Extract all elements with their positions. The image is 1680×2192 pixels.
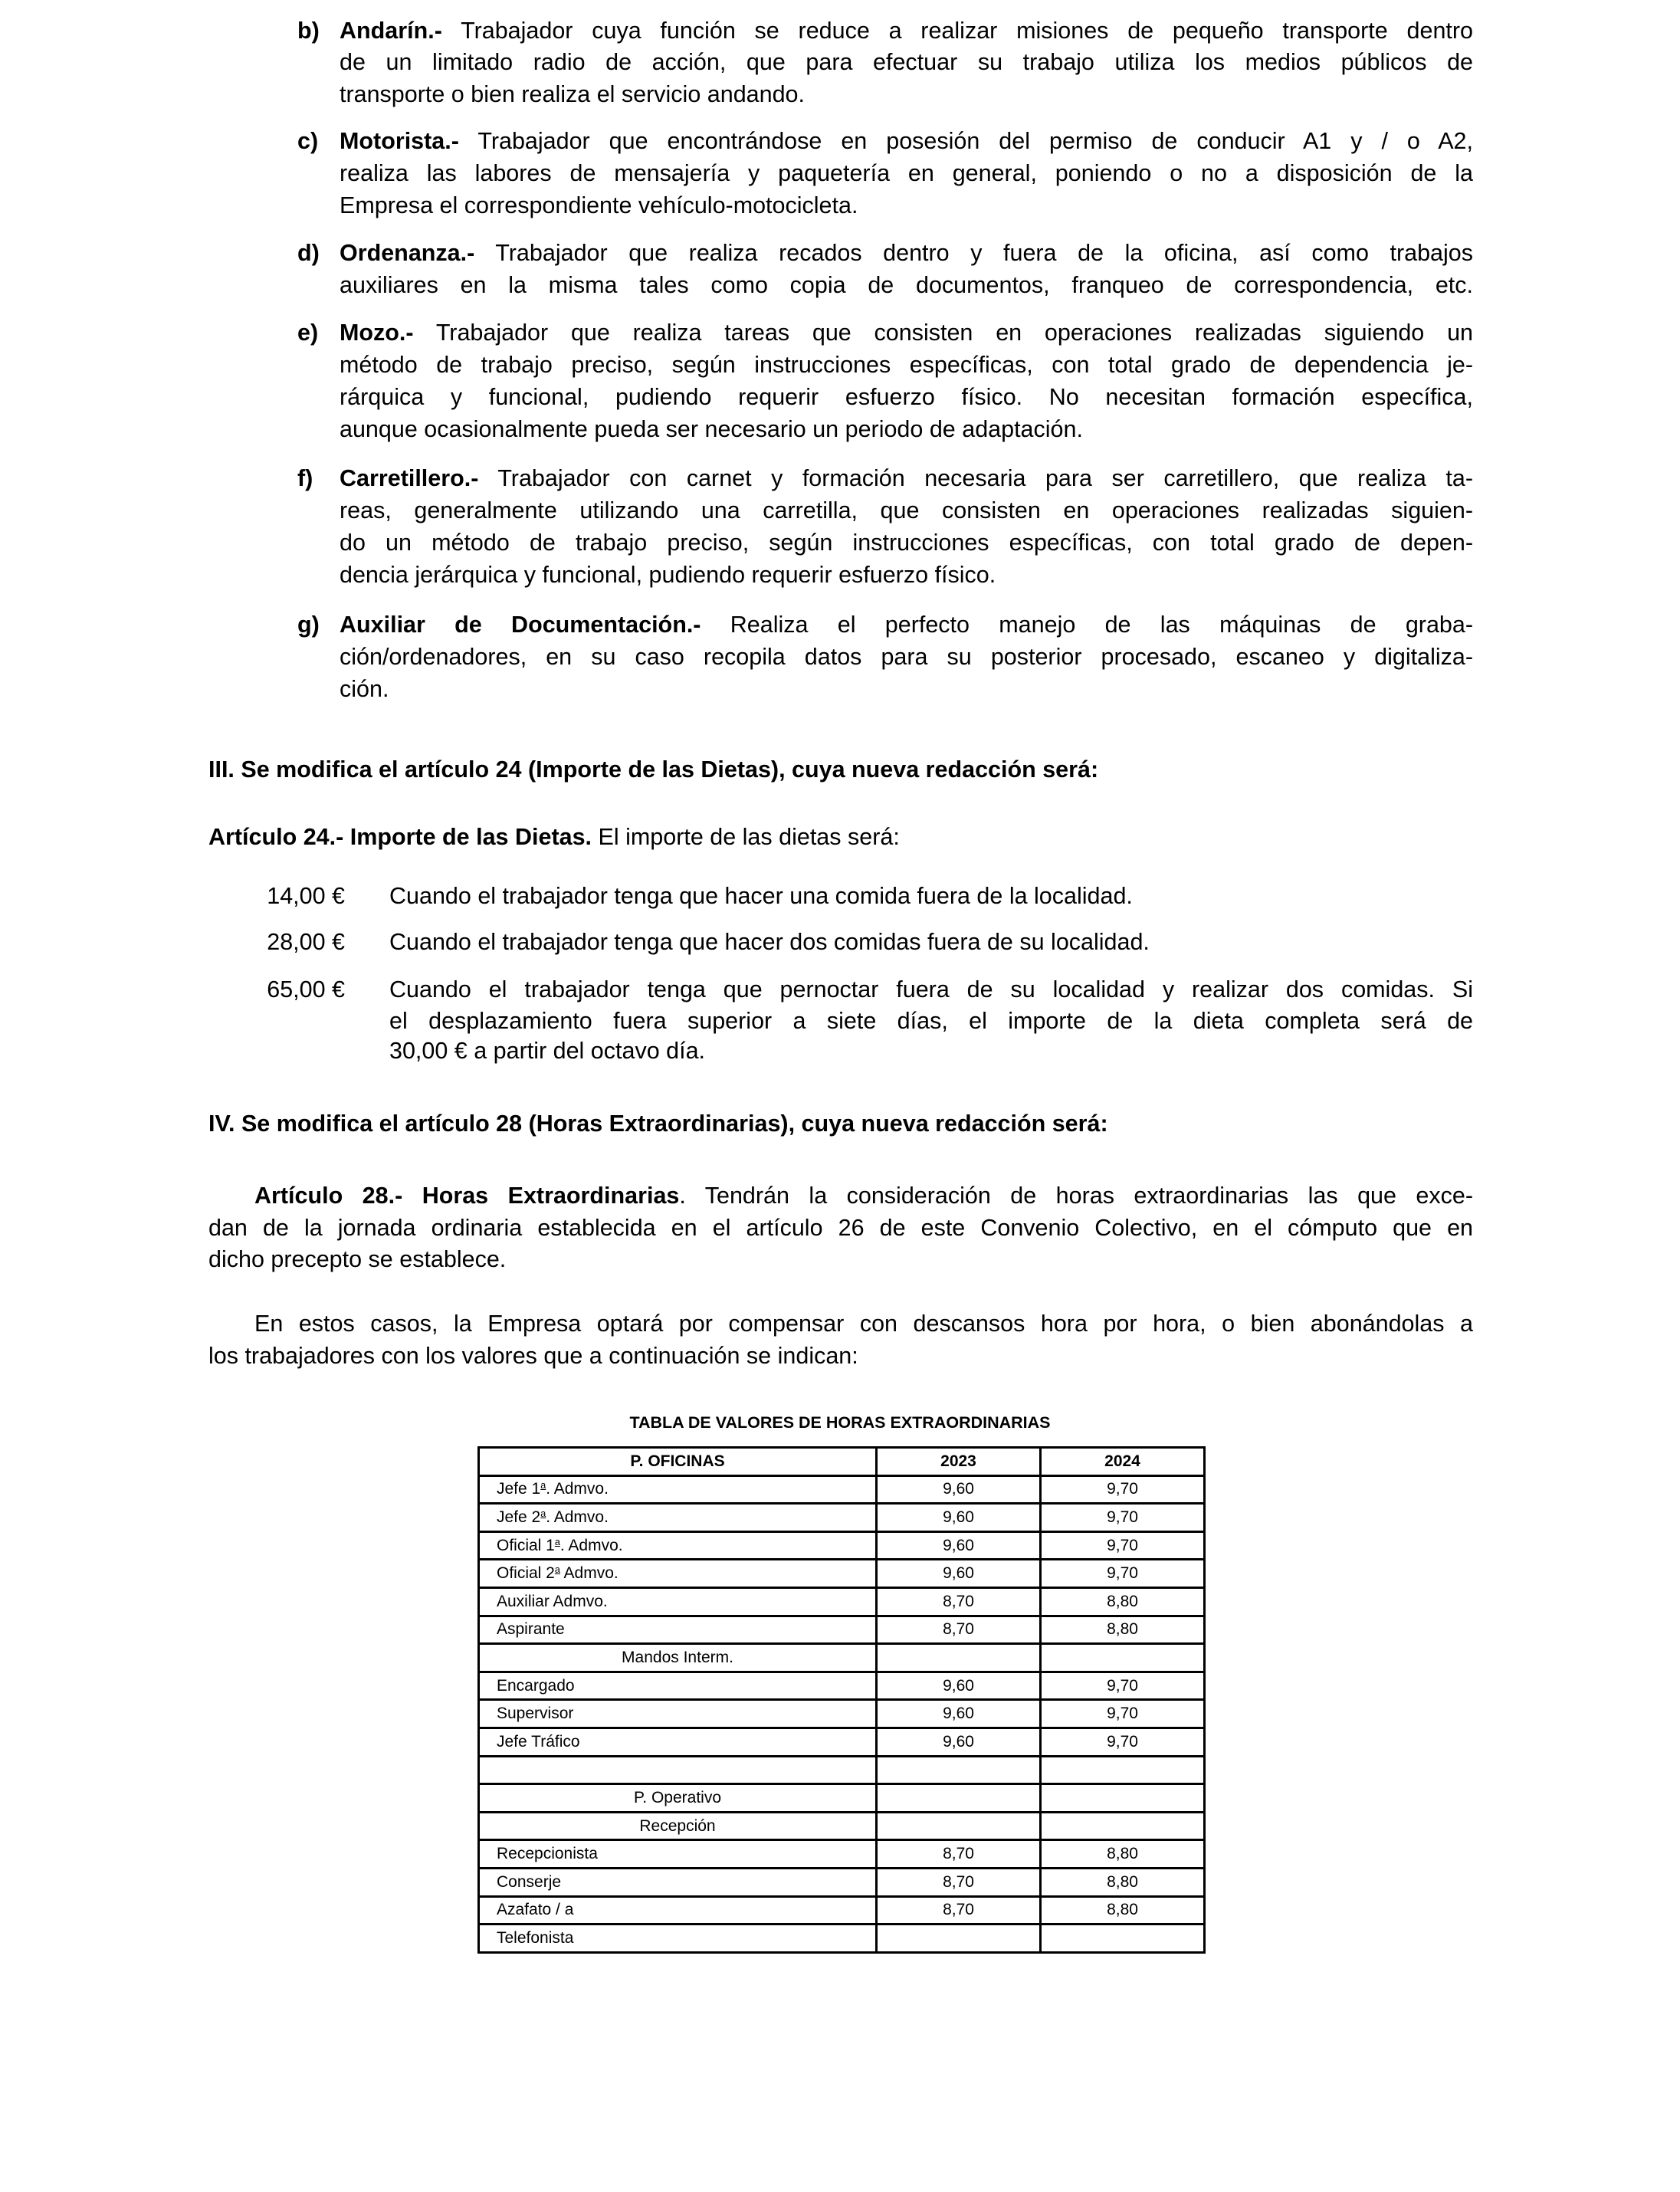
- value-2023: 9,60: [877, 1700, 1041, 1728]
- item-line: auxiliares en la misma tales como copia de documentos, franqueo de correspondencia, etc.: [340, 272, 1473, 298]
- item-letter: g): [297, 612, 320, 638]
- value-2023: 8,70: [877, 1616, 1041, 1644]
- value-2023: [877, 1644, 1041, 1672]
- article-title: Artículo 28.- Horas Extraordinarias: [254, 1183, 680, 1209]
- value-2024: 8,80: [1041, 1616, 1205, 1644]
- item-line: rárquica y funcional, pudiendo requerir esfuerzo físico. No necesitan formación específica,: [340, 384, 1473, 410]
- dieta-description: el desplazamiento fuera superior a siete días, el importe de la dieta completa será de: [389, 1008, 1473, 1034]
- value-2023: 9,60: [877, 1728, 1041, 1756]
- table-row: [479, 1925, 1205, 1953]
- value-2024: 9,70: [1041, 1728, 1205, 1756]
- item-letter: f): [297, 465, 313, 491]
- item-title: Auxiliar de Documentación.-: [340, 612, 701, 638]
- value-2024: [1041, 1756, 1205, 1784]
- table-blank-row: [479, 1756, 1205, 1784]
- table-group-row: [479, 1784, 1205, 1813]
- value-2024: [1041, 1925, 1205, 1953]
- table-row: [479, 1700, 1205, 1728]
- item-line: método de trabajo preciso, según instrucciones específicas, con total grado de dependencia je-: [340, 352, 1473, 378]
- item-line: realiza las labores de mensajería y paquetería en general, poniendo o no a disposición de la: [340, 160, 1473, 186]
- dieta-description: 30,00 € a partir del octavo día.: [389, 1038, 706, 1064]
- value-2024: 9,70: [1041, 1504, 1205, 1532]
- item-title: Motorista.-: [340, 128, 459, 154]
- item-line: Empresa el correspondiente vehículo-motocicleta.: [340, 192, 858, 218]
- item-letter: c): [297, 128, 319, 154]
- dieta-description: Cuando el trabajador tenga que hacer dos comidas fuera de su localidad.: [389, 929, 1150, 955]
- table-row: [479, 1560, 1205, 1588]
- value-2023: 8,70: [877, 1868, 1041, 1896]
- paragraph-line: dicho precepto se establece.: [208, 1246, 507, 1272]
- column-header-2023: 2023: [877, 1448, 1041, 1476]
- row-label: [479, 1756, 877, 1784]
- section-heading: III. Se modifica el artículo 24 (Importe de las Dietas), cuya nueva redacción será:: [208, 756, 1099, 783]
- dieta-description: Cuando el trabajador tenga que pernoctar fuera de su localidad y realizar dos comidas. Si: [389, 976, 1473, 1002]
- value-2024: 8,80: [1041, 1840, 1205, 1869]
- item-title: Ordenanza.-: [340, 240, 475, 266]
- table-row: [479, 1728, 1205, 1756]
- article-title: Artículo 24.- Importe de las Dietas.: [208, 824, 592, 850]
- item-line: Motorista.- Trabajador que encontrándose en posesión del permiso de conducir A1 y / o A2,: [340, 128, 1473, 154]
- group-label: P. Operativo: [479, 1784, 877, 1813]
- table-group-row: [479, 1644, 1205, 1672]
- value-2023: 8,70: [877, 1587, 1041, 1616]
- value-2023: [877, 1925, 1041, 1953]
- group-label: Mandos Interm.: [479, 1644, 877, 1672]
- column-header-2024: 2024: [1041, 1448, 1205, 1476]
- value-2023: [877, 1756, 1041, 1784]
- table-row: [479, 1840, 1205, 1869]
- table-row: [479, 1896, 1205, 1925]
- item-title: Andarín.-: [340, 18, 442, 44]
- value-2023: 9,60: [877, 1475, 1041, 1504]
- item-letter: e): [297, 320, 319, 346]
- value-2024: [1041, 1784, 1205, 1813]
- row-label: Supervisor: [479, 1700, 877, 1728]
- item-line: ción/ordenadores, en su caso recopila datos para su posterior procesado, escaneo y digitaliza-: [340, 644, 1473, 670]
- value-2024: 9,70: [1041, 1560, 1205, 1588]
- item-letter: d): [297, 240, 320, 266]
- overtime-rates-table: [477, 1446, 1206, 1954]
- item-line: transporte o bien realiza el servicio andando.: [340, 81, 805, 107]
- row-label: Jefe Tráfico: [479, 1728, 877, 1756]
- value-2023: [877, 1784, 1041, 1813]
- row-label: Oficial 1$^a$. Admvo.: [479, 1531, 877, 1560]
- item-line: Ordenanza.- Trabajador que realiza recados dentro y fuera de la oficina, así como trabajos: [340, 240, 1473, 266]
- table-title: TABLA DE VALORES DE HORAS EXTRAORDINARIAS: [629, 1413, 1051, 1432]
- item-line: do un método de trabajo preciso, según instrucciones específicas, con total grado de depen-: [340, 530, 1473, 556]
- row-label: Jefe 1$^a$. Admvo.: [479, 1475, 877, 1504]
- value-2023: 9,60: [877, 1504, 1041, 1532]
- item-title: Mozo.-: [340, 320, 414, 346]
- article-28-paragraph: Artículo 28.- Horas Extraordinarias. Tendrán la consideración de horas extraordinarias las que exce-: [254, 1183, 1473, 1209]
- table-row: [479, 1672, 1205, 1700]
- value-2023: 9,60: [877, 1531, 1041, 1560]
- dieta-amount: 28,00 €: [267, 929, 345, 955]
- item-letter: b): [297, 18, 320, 44]
- row-label: Oficial 2$^a$ Admvo.: [479, 1560, 877, 1588]
- row-label: Jefe 2$^a$. Admvo.: [479, 1504, 877, 1532]
- table-header-row: [479, 1448, 1205, 1476]
- value-2024: 9,70: [1041, 1531, 1205, 1560]
- value-2024: [1041, 1812, 1205, 1840]
- value-2023: [877, 1812, 1041, 1840]
- value-2024: 9,70: [1041, 1672, 1205, 1700]
- row-label: Encargado: [479, 1672, 877, 1700]
- value-2023: 8,70: [877, 1896, 1041, 1925]
- row-label: Azafato / a: [479, 1896, 877, 1925]
- item-line: dencia jerárquica y funcional, pudiendo requerir esfuerzo físico.: [340, 562, 996, 588]
- table-group-row: [479, 1812, 1205, 1840]
- item-line: aunque ocasionalmente pueda ser necesario un periodo de adaptación.: [340, 416, 1083, 442]
- paragraph-line: En estos casos, la Empresa optará por compensar con descansos hora por hora, o bien abonándolas a: [254, 1311, 1473, 1337]
- item-line: Auxiliar de Documentación.- Realiza el perfecto manejo de las máquinas de graba-: [340, 612, 1473, 638]
- dieta-amount: 14,00 €: [267, 883, 345, 909]
- section-heading: IV. Se modifica el artículo 28 (Horas Extraordinarias), cuya nueva redacción será:: [208, 1111, 1108, 1137]
- row-label: Conserje: [479, 1868, 877, 1896]
- paragraph-line: dan de la jornada ordinaria establecida en el artículo 26 de este Convenio Colectivo, en el cómputo que en: [208, 1215, 1473, 1241]
- row-label: Recepcionista: [479, 1840, 877, 1869]
- group-label: Recepción: [479, 1812, 877, 1840]
- value-2023: 8,70: [877, 1840, 1041, 1869]
- dieta-description: Cuando el trabajador tenga que hacer una comida fuera de la localidad.: [389, 883, 1133, 909]
- dieta-amount: 65,00 €: [267, 976, 345, 1002]
- article-24-intro: Artículo 24.- Importe de las Dietas. El importe de las dietas será:: [208, 824, 900, 850]
- table-row: [479, 1616, 1205, 1644]
- table-row: [479, 1531, 1205, 1560]
- value-2024: 9,70: [1041, 1475, 1205, 1504]
- value-2023: 9,60: [877, 1672, 1041, 1700]
- item-line: Andarín.- Trabajador cuya función se reduce a realizar misiones de pequeño transporte dentro: [340, 18, 1473, 44]
- value-2024: [1041, 1644, 1205, 1672]
- item-line: ción.: [340, 676, 389, 702]
- paragraph-line: los trabajadores con los valores que a continuación se indican:: [208, 1343, 858, 1369]
- row-label: Telefonista: [479, 1925, 877, 1953]
- item-title: Carretillero.-: [340, 465, 479, 491]
- value-2024: 8,80: [1041, 1868, 1205, 1896]
- item-line: reas, generalmente utilizando una carretilla, que consisten en operaciones realizadas siguien-: [340, 497, 1473, 523]
- item-line: de un limitado radio de acción, que para efectuar su trabajo utiliza los medios públicos de: [340, 49, 1473, 75]
- table-row: [479, 1868, 1205, 1896]
- table-row: [479, 1587, 1205, 1616]
- item-line: Carretillero.- Trabajador con carnet y formación necesaria para ser carretillero, que realiza ta-: [340, 465, 1473, 491]
- table-row: [479, 1504, 1205, 1532]
- column-header-category: P. OFICINAS: [479, 1448, 877, 1476]
- item-line: Mozo.- Trabajador que realiza tareas que consisten en operaciones realizadas siguiendo un: [340, 320, 1473, 346]
- row-label: Aspirante: [479, 1616, 877, 1644]
- row-label: Auxiliar Admvo.: [479, 1587, 877, 1616]
- value-2024: 8,80: [1041, 1587, 1205, 1616]
- table-row: [479, 1475, 1205, 1504]
- value-2024: 9,70: [1041, 1700, 1205, 1728]
- value-2023: 9,60: [877, 1560, 1041, 1588]
- value-2024: 8,80: [1041, 1896, 1205, 1925]
